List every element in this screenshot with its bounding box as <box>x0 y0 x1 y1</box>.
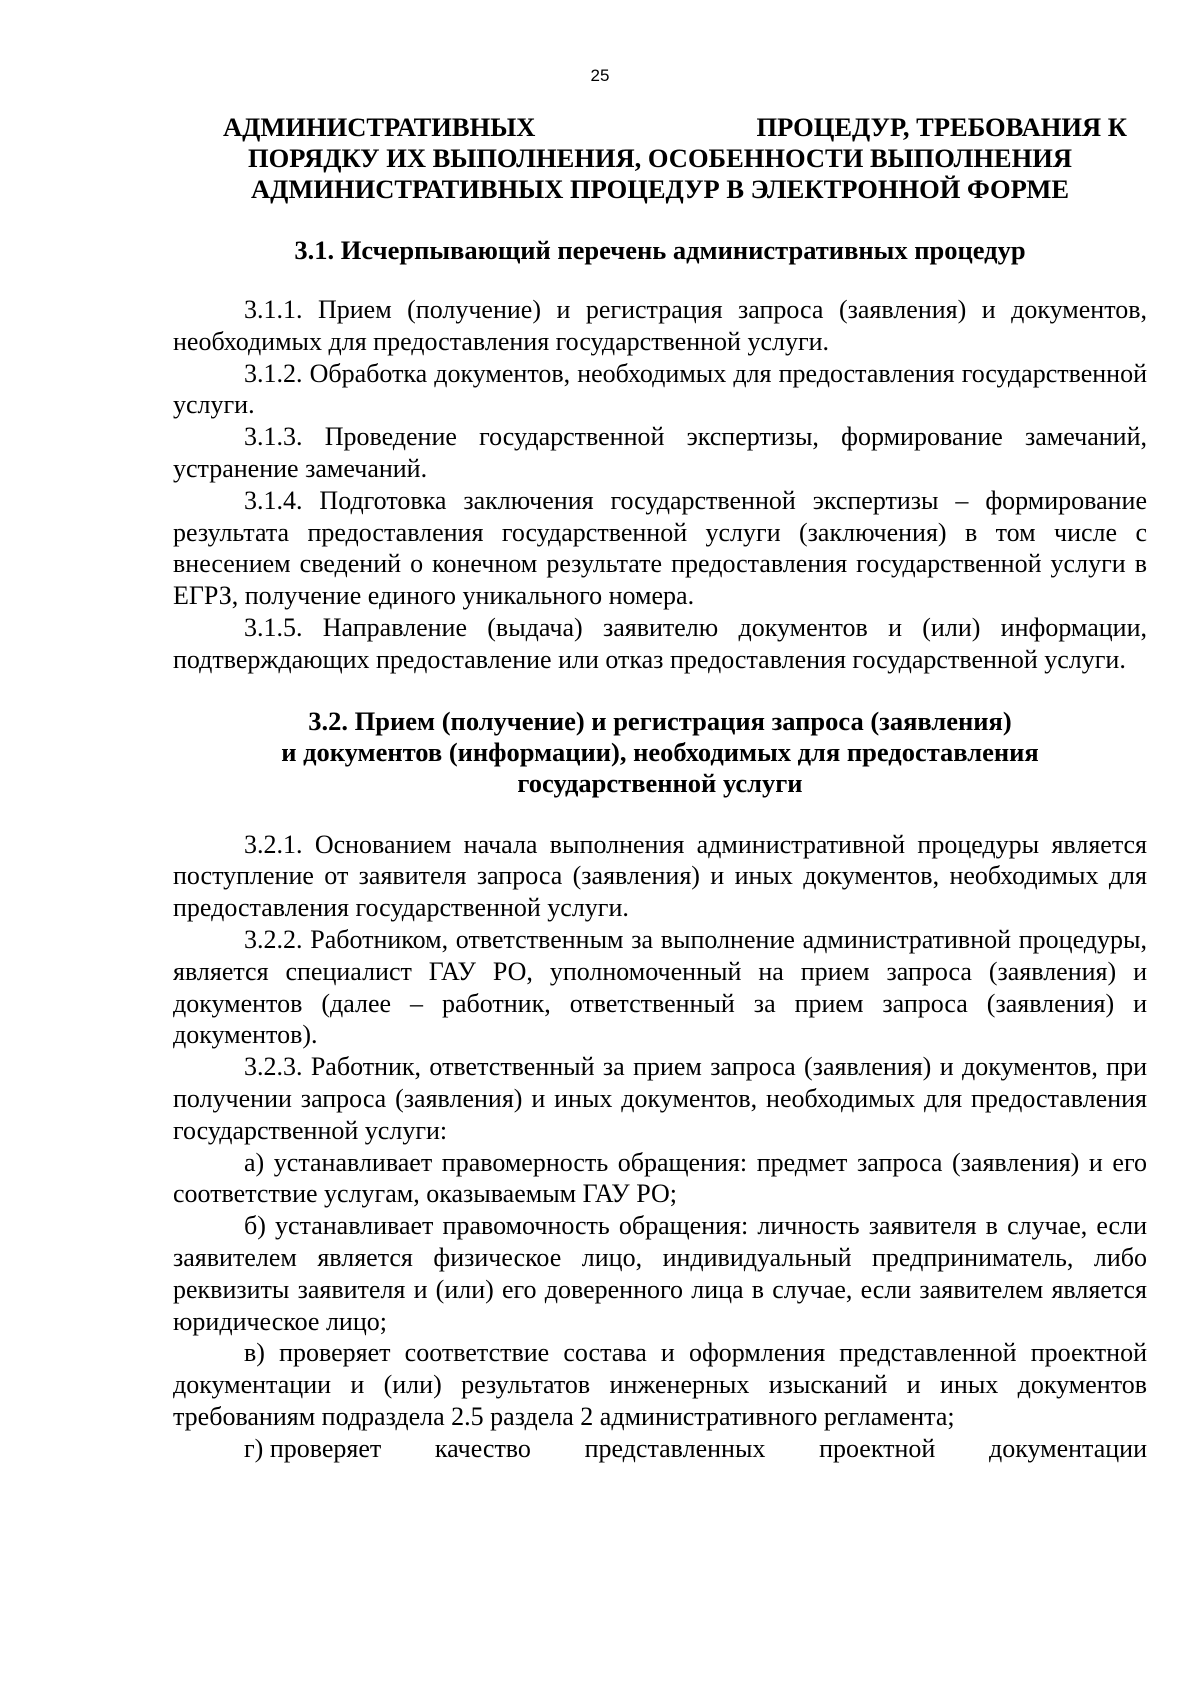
paragraph-item-a: а) устанавливает правомерность обращения: предмет запроса (заявления) и его соответствие услугам, оказываемым ГАУ РО; <box>173 1147 1147 1209</box>
chapter-heading-line-1-left: АДМИНИСТРАТИВНЫХ <box>223 112 536 142</box>
section-3-2-list <box>173 829 1147 1465</box>
section-3-2-title-line-2: и документов (информации), необходимых для предоставления <box>281 736 1039 767</box>
paragraph-3-1-2: 3.1.2. Обработка документов, необходимых для предоставления государственной услуги. <box>173 358 1147 420</box>
paragraph-item-v: в) проверяет соответствие состава и оформления представленной проектной документации и (или) результатов инженерных изысканий и иных документов требованиям подраздела 2.5 раздела 2 административного регламента; <box>173 1338 1147 1431</box>
item-g-word-4: проектной <box>819 1433 936 1463</box>
section-3-2-title <box>173 706 1147 799</box>
section-3-1-title: 3.1. Исчерпывающий перечень административных процедур <box>294 235 1026 265</box>
paragraph-3-1-4: 3.1.4. Подготовка заключения государственной экспертизы – формирование результата предоставления государственной услуги (заключения) в том числе с внесением сведений о конечном результате предоставления государственной услуги в ЕГРЗ, получение единого уникального номера. <box>173 485 1147 611</box>
document-body <box>173 112 1147 1465</box>
paragraph-3-2-3: 3.2.3. Работник, ответственный за прием запроса (заявления) и документов, при получении запроса (заявления) и иных документов, необходимых для предоставления государственной услуги: <box>173 1052 1147 1145</box>
paragraph-3-2-1: 3.2.1. Основанием начала выполнения административной процедуры является поступление от заявителя запроса (заявления) и иных документов, необходимых для предоставления государственной услуги. <box>173 829 1147 923</box>
section-3-2-title-line-1: 3.2. Прием (получение) и регистрация запроса (заявления) <box>308 705 1012 736</box>
paragraph-3-1-5: 3.1.5. Направление (выдача) заявителю документов и (или) информации, подтверждающих предоставление или отказ предоставления государственной услуги. <box>173 612 1147 674</box>
chapter-heading-line-2: ПОРЯДКУ ИХ ВЫПОЛНЕНИЯ, ОСОБЕННОСТИ ВЫПОЛНЕНИЯ <box>248 143 1072 173</box>
item-g-word-3: представленных <box>584 1433 766 1463</box>
chapter-heading-line-3: АДМИНИСТРАТИВНЫХ ПРОЦЕДУР В ЭЛЕКТРОННОЙ ФОРМЕ <box>250 174 1070 204</box>
section-3-2-title-line-3: государственной услуги <box>517 767 803 798</box>
chapter-heading-line-1 <box>173 112 1147 143</box>
section-3-1-list <box>173 294 1147 676</box>
paragraph-item-b: б) устанавливает правомочность обращения: личность заявителя в случае, если заявителем является физическое лицо, индивидуальный предприниматель, либо реквизиты заявителя и (или) его доверенного лица в случае, если заявителем является юридическое лицо; <box>173 1211 1147 1336</box>
chapter-heading <box>173 112 1147 205</box>
chapter-heading-line-1-right: ПРОЦЕДУР, ТРЕБОВАНИЯ К <box>756 112 1127 142</box>
paragraph-3-2-2: 3.2.2. Работником, ответственным за выполнение административной процедуры, является специалист ГАУ РО, уполномоченный на прием запроса (заявления) и документов (далее – работник, ответственный за прием запроса (заявления) и документов). <box>173 924 1147 1050</box>
item-g-word-5: документации <box>988 1433 1147 1463</box>
paragraph-3-1-1: 3.1.1. Прием (получение) и регистрация запроса (заявления) и документов, необходимых для предоставления государственной услуги. <box>173 295 1147 356</box>
item-g-word-1: г) проверяет <box>244 1433 382 1463</box>
paragraph-3-1-3: 3.1.3. Проведение государственной экспертизы, формирование замечаний, устранение замечаний. <box>173 422 1147 483</box>
paragraph-item-g-line <box>173 1433 1147 1465</box>
page-number: 25 <box>590 66 610 85</box>
item-g-word-2: качество <box>434 1433 531 1463</box>
